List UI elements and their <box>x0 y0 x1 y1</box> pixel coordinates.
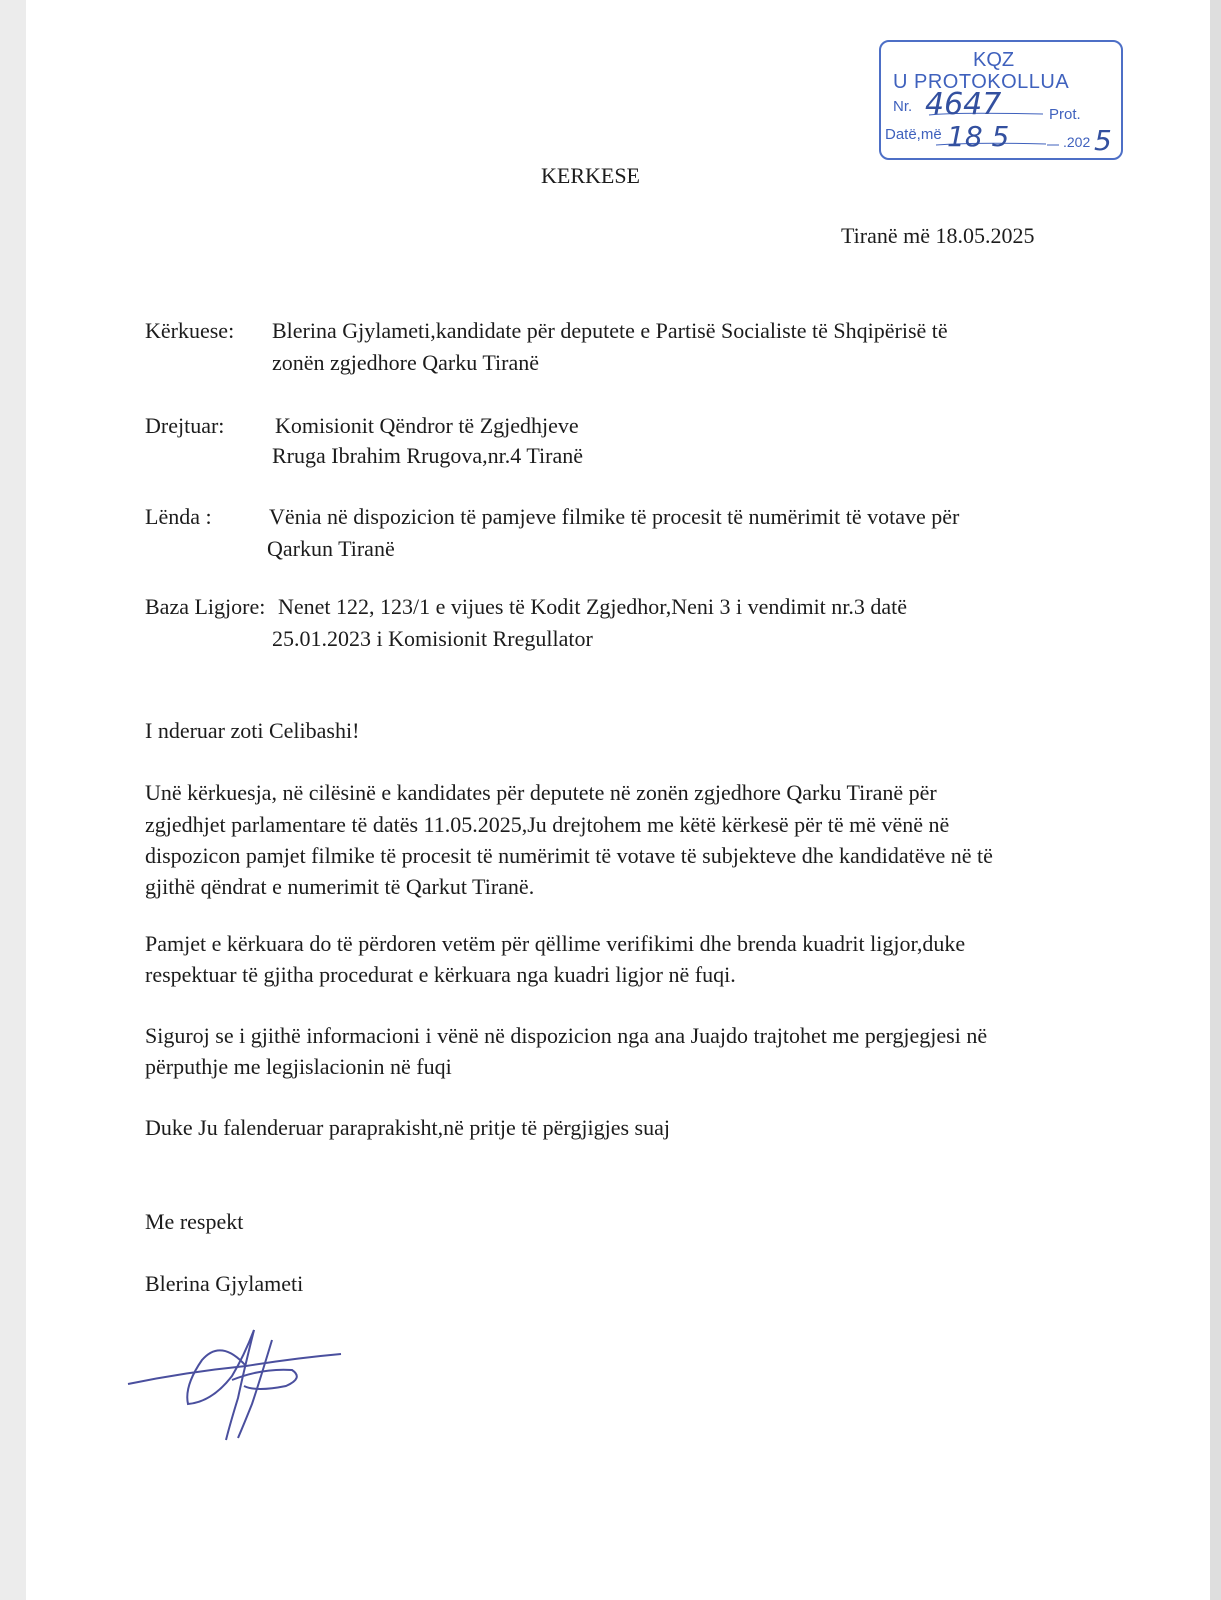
signatory-name: Blerina Gjylameti <box>145 1271 304 1296</box>
drejtuar-label: Drejtuar: <box>145 413 225 438</box>
stamp-handwriting <box>881 42 1141 172</box>
drejtuar-line: Komisionit Qëndror të Zgjedhjeve <box>275 413 579 438</box>
stamp-date-label: Datë,më <box>885 126 942 143</box>
date-line: Tiranë më 18.05.2025 <box>841 223 1035 248</box>
baza-label: Baza Ligjore: <box>145 594 266 619</box>
stamp-nr-label: Nr. <box>893 98 913 115</box>
kerkuese-line: Blerina Gjylameti,kandidate për deputete e Partisë Socialiste të Shqipërisë të <box>272 318 948 343</box>
body-line: përputhje me legjislacionin në fuqi <box>145 1054 452 1079</box>
stamp-prot-label: Prot. <box>1049 106 1081 123</box>
page-edge <box>1210 0 1221 1600</box>
stamp-org: KQZ <box>973 49 1015 71</box>
closing: Me respekt <box>145 1209 244 1234</box>
handwritten-signature <box>126 1320 366 1450</box>
body-line: gjithë qëndrat e numerimit të Qarkut Tiranë. <box>145 874 535 899</box>
stamp-date-value: 18 5 <box>947 120 1010 153</box>
drejtuar-line: Rruga Ibrahim Rrugova,nr.4 Tiranë <box>272 443 584 468</box>
body-line: dispozicon pamjet filmike të procesit të numërimit të votave të subjekteve dhe kandidatëve në të <box>145 843 993 868</box>
salutation: I nderuar zoti Celibashi! <box>145 718 360 743</box>
stamp-year-suffix: 5 <box>1094 124 1112 157</box>
body-line: Duke Ju falenderuar paraprakisht,në pritje të përgjigjes suaj <box>145 1115 670 1140</box>
lenda-line: Vënia në dispozicion të pamjeve filmike të procesit të numërimit të votave për <box>269 504 960 529</box>
kerkuese-label: Kërkuese: <box>145 318 235 343</box>
kerkuese-line: zonën zgjedhore Qarku Tiranë <box>272 350 539 375</box>
body-line: respektuar të gjitha procedurat e kërkuara nga kuadri ligjor në fuqi. <box>145 962 736 987</box>
body-line: Siguroj se i gjithë informacioni i vënë në dispozicion nga ana Juajdo trajtohet me pergjegjesi në <box>145 1023 988 1048</box>
body-line: Unë kërkuesja, në cilësinë e kandidates për deputete në zonën zgjedhore Qarku Tiranë për <box>145 780 937 805</box>
stamp-registered: U PROTOKOLLUA <box>893 71 1070 93</box>
stamp-nr-value: 4647 <box>925 87 1002 122</box>
registration-stamp <box>879 40 1123 160</box>
stamp-year-prefix: .202 <box>1063 134 1091 150</box>
lenda-line: Qarkun Tiranë <box>267 536 395 561</box>
baza-line: Nenet 122, 123/1 e vijues të Kodit Zgjedhor,Neni 3 i vendimit nr.3 datë <box>278 594 908 619</box>
baza-line: 25.01.2023 i Komisionit Rregullator <box>272 626 593 651</box>
lenda-label: Lënda : <box>145 504 212 529</box>
document-title: KERKESE <box>541 163 640 188</box>
body-line: zgjedhjet parlamentare të datës 11.05.2025,Ju drejtohem me këtë kërkesë për të më vënë në <box>145 812 950 837</box>
body-line: Pamjet e kërkuara do të përdoren vetëm për qëllime verifikimi dhe brenda kuadrit ligjor,duke <box>145 931 966 956</box>
